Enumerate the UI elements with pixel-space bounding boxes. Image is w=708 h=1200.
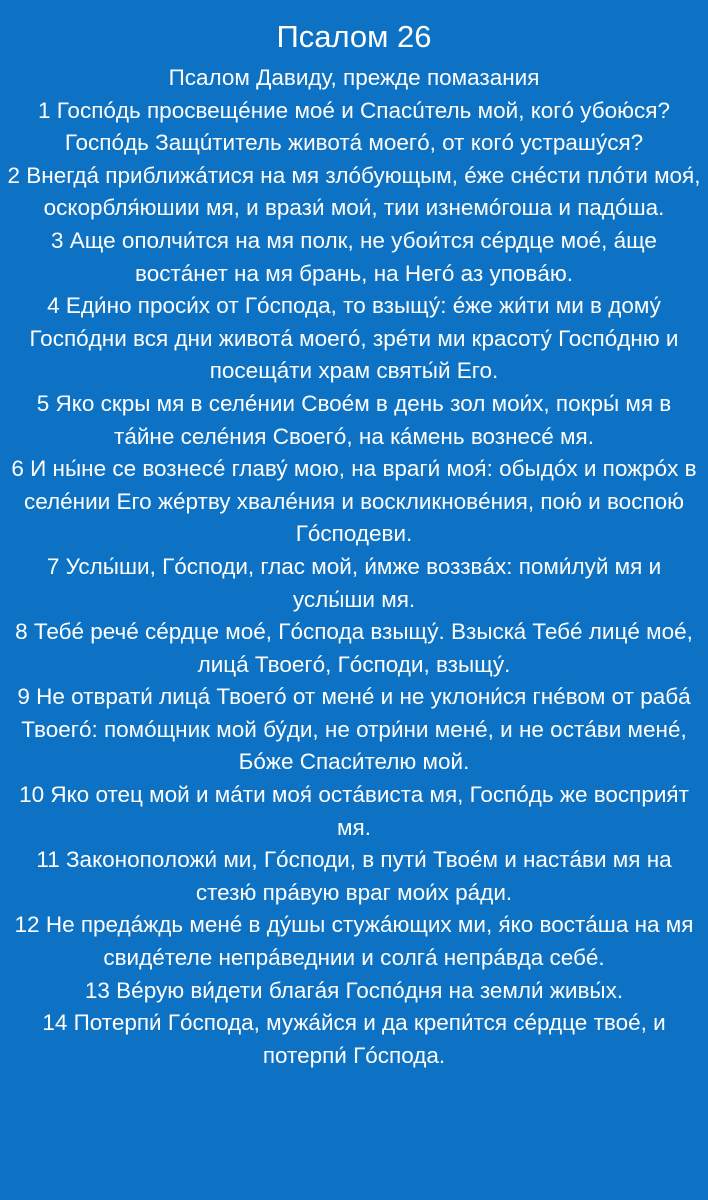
- verse-6: 6 И ны́не се вознесé главу́ мою, на враги́ моя́: обыдóх и пожрóх в селéнии Его жéртву хвалéния и воскликновéния, пою́ и воспою́ Гóсподеви.: [11, 456, 697, 547]
- psalm-subtitle: Псалом Давиду, прежде помазания: [168, 65, 540, 90]
- verse-4: 4 Еди́но проси́х от Гóспода, то взыщу́: éже жи́ти ми в дому́ Госпóдни вся дни животá моегó, зрéти ми красоту́ Госпóдню и посещáти храм святы́й Его.: [29, 293, 679, 384]
- verse-10: 10 Яко отец мой и мáти моя́ остáвиста мя, Госпóдь же восприя́т мя.: [19, 782, 689, 840]
- verse-3: 3 Аще ополчи́тся на мя полк, не убои́тся сéрдце моé, áще востáнет на мя брань, на Негó аз уповáю.: [51, 227, 657, 286]
- verse-12: 12 Не предáждь менé в ду́шы стужáющих ми, я́ко востáша на мя свидéтеле непрáведнии и солгá непрáвда себé.: [14, 912, 694, 971]
- verse-9: 9 Не отврати́ лицá Твоегó от менé и не уклони́ся гнéвом от рабá Твоегó: помóщник мой бу́ди, не отри́ни менé, и не остáви менé, Бóже Спаси́телю мой.: [17, 684, 691, 775]
- verse-8: 8 Тебé речé сéрдце моé, Гóспода взыщу́. Взыскá Тебé лицé моé, лицá Твоегó, Гóсподи, взыщу́.: [15, 619, 693, 677]
- verse-2: 2 Внегдá приближáтися на мя злóбующым, éже снéсти плóти моя́, оскорбля́юшии мя, и врази́ мои́, тии изнемóгоша и падóша.: [7, 162, 701, 221]
- verse-14: 14 Потерпи́ Гóспода, мужáйся и да крепи́тся сéрдце твоé, и потерпи́ Гóспода.: [42, 1010, 666, 1068]
- verse-1: 1 Госпóдь просвещéние моé и Спасúтель мой, когó убою́ся? Госпóдь Защúтитель животá моегó, от когó устрашу́ся?: [37, 97, 671, 156]
- verse-11: 11 Законоположи́ ми, Гóсподи, в пути́ Твоéм и настáви мя на стезю́ прáвую враг мои́х рáди.: [36, 847, 672, 905]
- verse-7: 7 Услы́ши, Гóсподи, глас мой, и́мже воззвáх: поми́луй мя и услы́ши мя.: [46, 553, 662, 612]
- page-title: Псалом 26: [276, 19, 432, 54]
- verse-5: 5 Яко скры мя в селéнии Своéм в день зол мои́х, покры́ мя в тáйне селéния Своегó, на кáмень вознесé мя.: [36, 390, 672, 449]
- verse-13: 13 Вéрую ви́дети благáя Госпóдня на земли́ живы́х.: [84, 977, 624, 1003]
